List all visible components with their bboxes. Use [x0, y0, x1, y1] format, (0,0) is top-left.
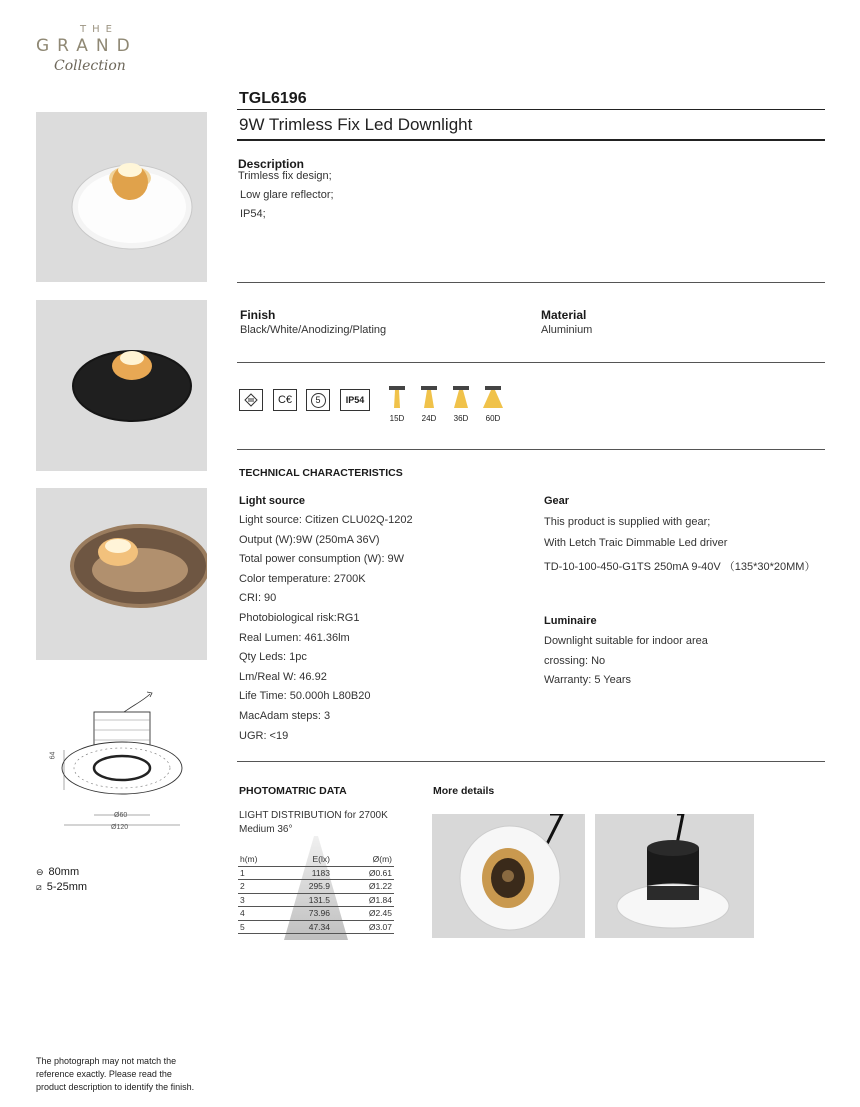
light-source-line: Lm/Real W: 46.92: [239, 670, 327, 683]
light-source-line: Photobiological risk:RG1: [239, 612, 360, 624]
photo-white-finish: [36, 112, 207, 282]
beam-15d-icon: [385, 386, 409, 415]
table-header-row: [238, 853, 394, 866]
luminaire-line: Downlight suitable for indoor area: [544, 635, 708, 647]
detail-photo-front: [432, 814, 585, 938]
divider: [237, 139, 825, 141]
photo-bronze-finish: [36, 488, 207, 660]
table-row: [238, 866, 394, 880]
table-cell: Ø2.45: [332, 907, 394, 921]
finish-value: Black/White/Anodizing/Plating: [240, 324, 387, 336]
column-header: h(m): [238, 853, 282, 866]
product-code: TGL6196: [239, 90, 307, 107]
material-heading: Material: [541, 308, 587, 322]
drawing-outer-diameter: Ø120: [111, 824, 129, 831]
cutout-hole: ⊖ 80mm: [36, 866, 80, 878]
gear-line: TD-10-100-450-G1TS 250mA 9-40V （135*30*20MM）: [544, 561, 816, 573]
cutout-depth: ⧄ 5-25mm: [36, 881, 88, 893]
divider: [237, 109, 825, 110]
light-source-line: Light source: Citizen CLU02Q-1202: [239, 514, 413, 526]
table-cell: 47.34: [282, 920, 332, 934]
table-row: [238, 893, 394, 907]
more-details-heading: More details: [433, 785, 495, 797]
drawing-inner-diameter: Ø60: [114, 812, 128, 819]
light-source-line: CRI: 90: [239, 592, 277, 605]
table-row: [238, 907, 394, 921]
description-heading: Description: [238, 157, 305, 171]
beam-label: 36D: [453, 414, 469, 423]
table-cell: Ø1.22: [332, 880, 394, 894]
distribution-title: LIGHT DISTRIBUTION for 2700K: [239, 810, 388, 821]
disclaimer-line: The photograph may not match the: [36, 1056, 177, 1066]
light-source-line: Color temperature: 2700K: [239, 572, 366, 585]
beam-36d-icon: [449, 386, 473, 415]
column-header: E(lx): [282, 853, 332, 866]
table-cell: 5: [238, 920, 282, 934]
description-line: Trimless fix design;: [238, 170, 332, 182]
gear-line: With Letch Traic Dimmable Led driver: [544, 537, 728, 549]
ip-rating-badge: IP54: [340, 389, 370, 411]
detail-photo-side: [595, 814, 754, 938]
luminaire-line: crossing: No: [544, 655, 606, 667]
cutout-hole-icon: ⊖: [36, 866, 44, 877]
table-cell: 3: [238, 893, 282, 907]
finish-heading: Finish: [240, 308, 276, 322]
light-source-line: Real Lumen: 461.36lm: [239, 631, 350, 644]
photometric-table: [238, 853, 394, 934]
light-source-heading: Light source: [239, 495, 306, 507]
table-cell: 4: [238, 907, 282, 921]
table-cell: 1: [238, 866, 282, 880]
table-row: [238, 920, 394, 934]
luminaire-line: Warranty: 5 Years: [544, 674, 632, 686]
description-line: IP54;: [240, 208, 266, 220]
material-value: Aluminium: [541, 324, 593, 336]
divider: [237, 362, 825, 363]
beam-label: 60D: [485, 414, 501, 423]
class-rating-icon: 5: [306, 389, 330, 411]
light-source-line: Output (W):9W (250mA 36V): [239, 533, 380, 546]
cutout-depth-icon: ⧄: [36, 881, 42, 892]
light-source-line: Life Time: 50.000h L80B20: [239, 690, 371, 703]
gear-heading: Gear: [544, 495, 570, 507]
disclaimer-line: product description to identify the finish.: [36, 1082, 195, 1092]
description-line: Low glare reflector;: [240, 189, 334, 201]
dimmable-icon: [239, 389, 263, 411]
beam-label: 24D: [421, 414, 437, 423]
light-source-line: Total power consumption (W): 9W: [239, 553, 405, 566]
beam-label: 15D: [389, 414, 405, 423]
ce-mark-icon: C€: [273, 389, 297, 411]
table-cell: Ø0.61: [332, 866, 394, 880]
technical-heading: TECHNICAL CHARACTERISTICS: [239, 467, 403, 479]
photometric-heading: PHOTOMATRIC DATA: [239, 785, 347, 797]
drawing-height-label: 64: [49, 751, 57, 760]
divider: [237, 761, 825, 762]
light-source-line: Qty Leds: 1pc: [239, 651, 307, 664]
disclaimer-line: reference exactly. Please read the: [36, 1069, 172, 1079]
brand-the: THE: [80, 24, 118, 35]
table-cell: 131.5: [282, 893, 332, 907]
product-title: 9W Trimless Fix Led Downlight: [239, 115, 473, 134]
table-cell: Ø1.84: [332, 893, 394, 907]
table-row: [238, 880, 394, 894]
table-cell: 2: [238, 880, 282, 894]
light-source-line: MacAdam steps: 3: [239, 710, 331, 722]
table-cell: 1183: [282, 866, 332, 880]
light-source-line: UGR: <19: [239, 729, 289, 742]
divider: [237, 449, 825, 450]
luminaire-heading: Luminaire: [544, 615, 597, 627]
table-cell: 73.96: [282, 907, 332, 921]
beam-60d-icon: [481, 386, 505, 415]
brand-grand: GRAND: [36, 36, 138, 56]
brand-collection: Collection: [54, 58, 126, 74]
divider: [237, 282, 825, 283]
gear-line: This product is supplied with gear;: [544, 516, 711, 528]
beam-24d-icon: [417, 386, 441, 415]
column-header: Ø(m): [332, 853, 394, 866]
table-cell: 295.9: [282, 880, 332, 894]
photo-black-finish: [36, 300, 207, 471]
table-cell: Ø3.07: [332, 920, 394, 934]
distribution-subtitle: Medium 36°: [239, 824, 293, 835]
